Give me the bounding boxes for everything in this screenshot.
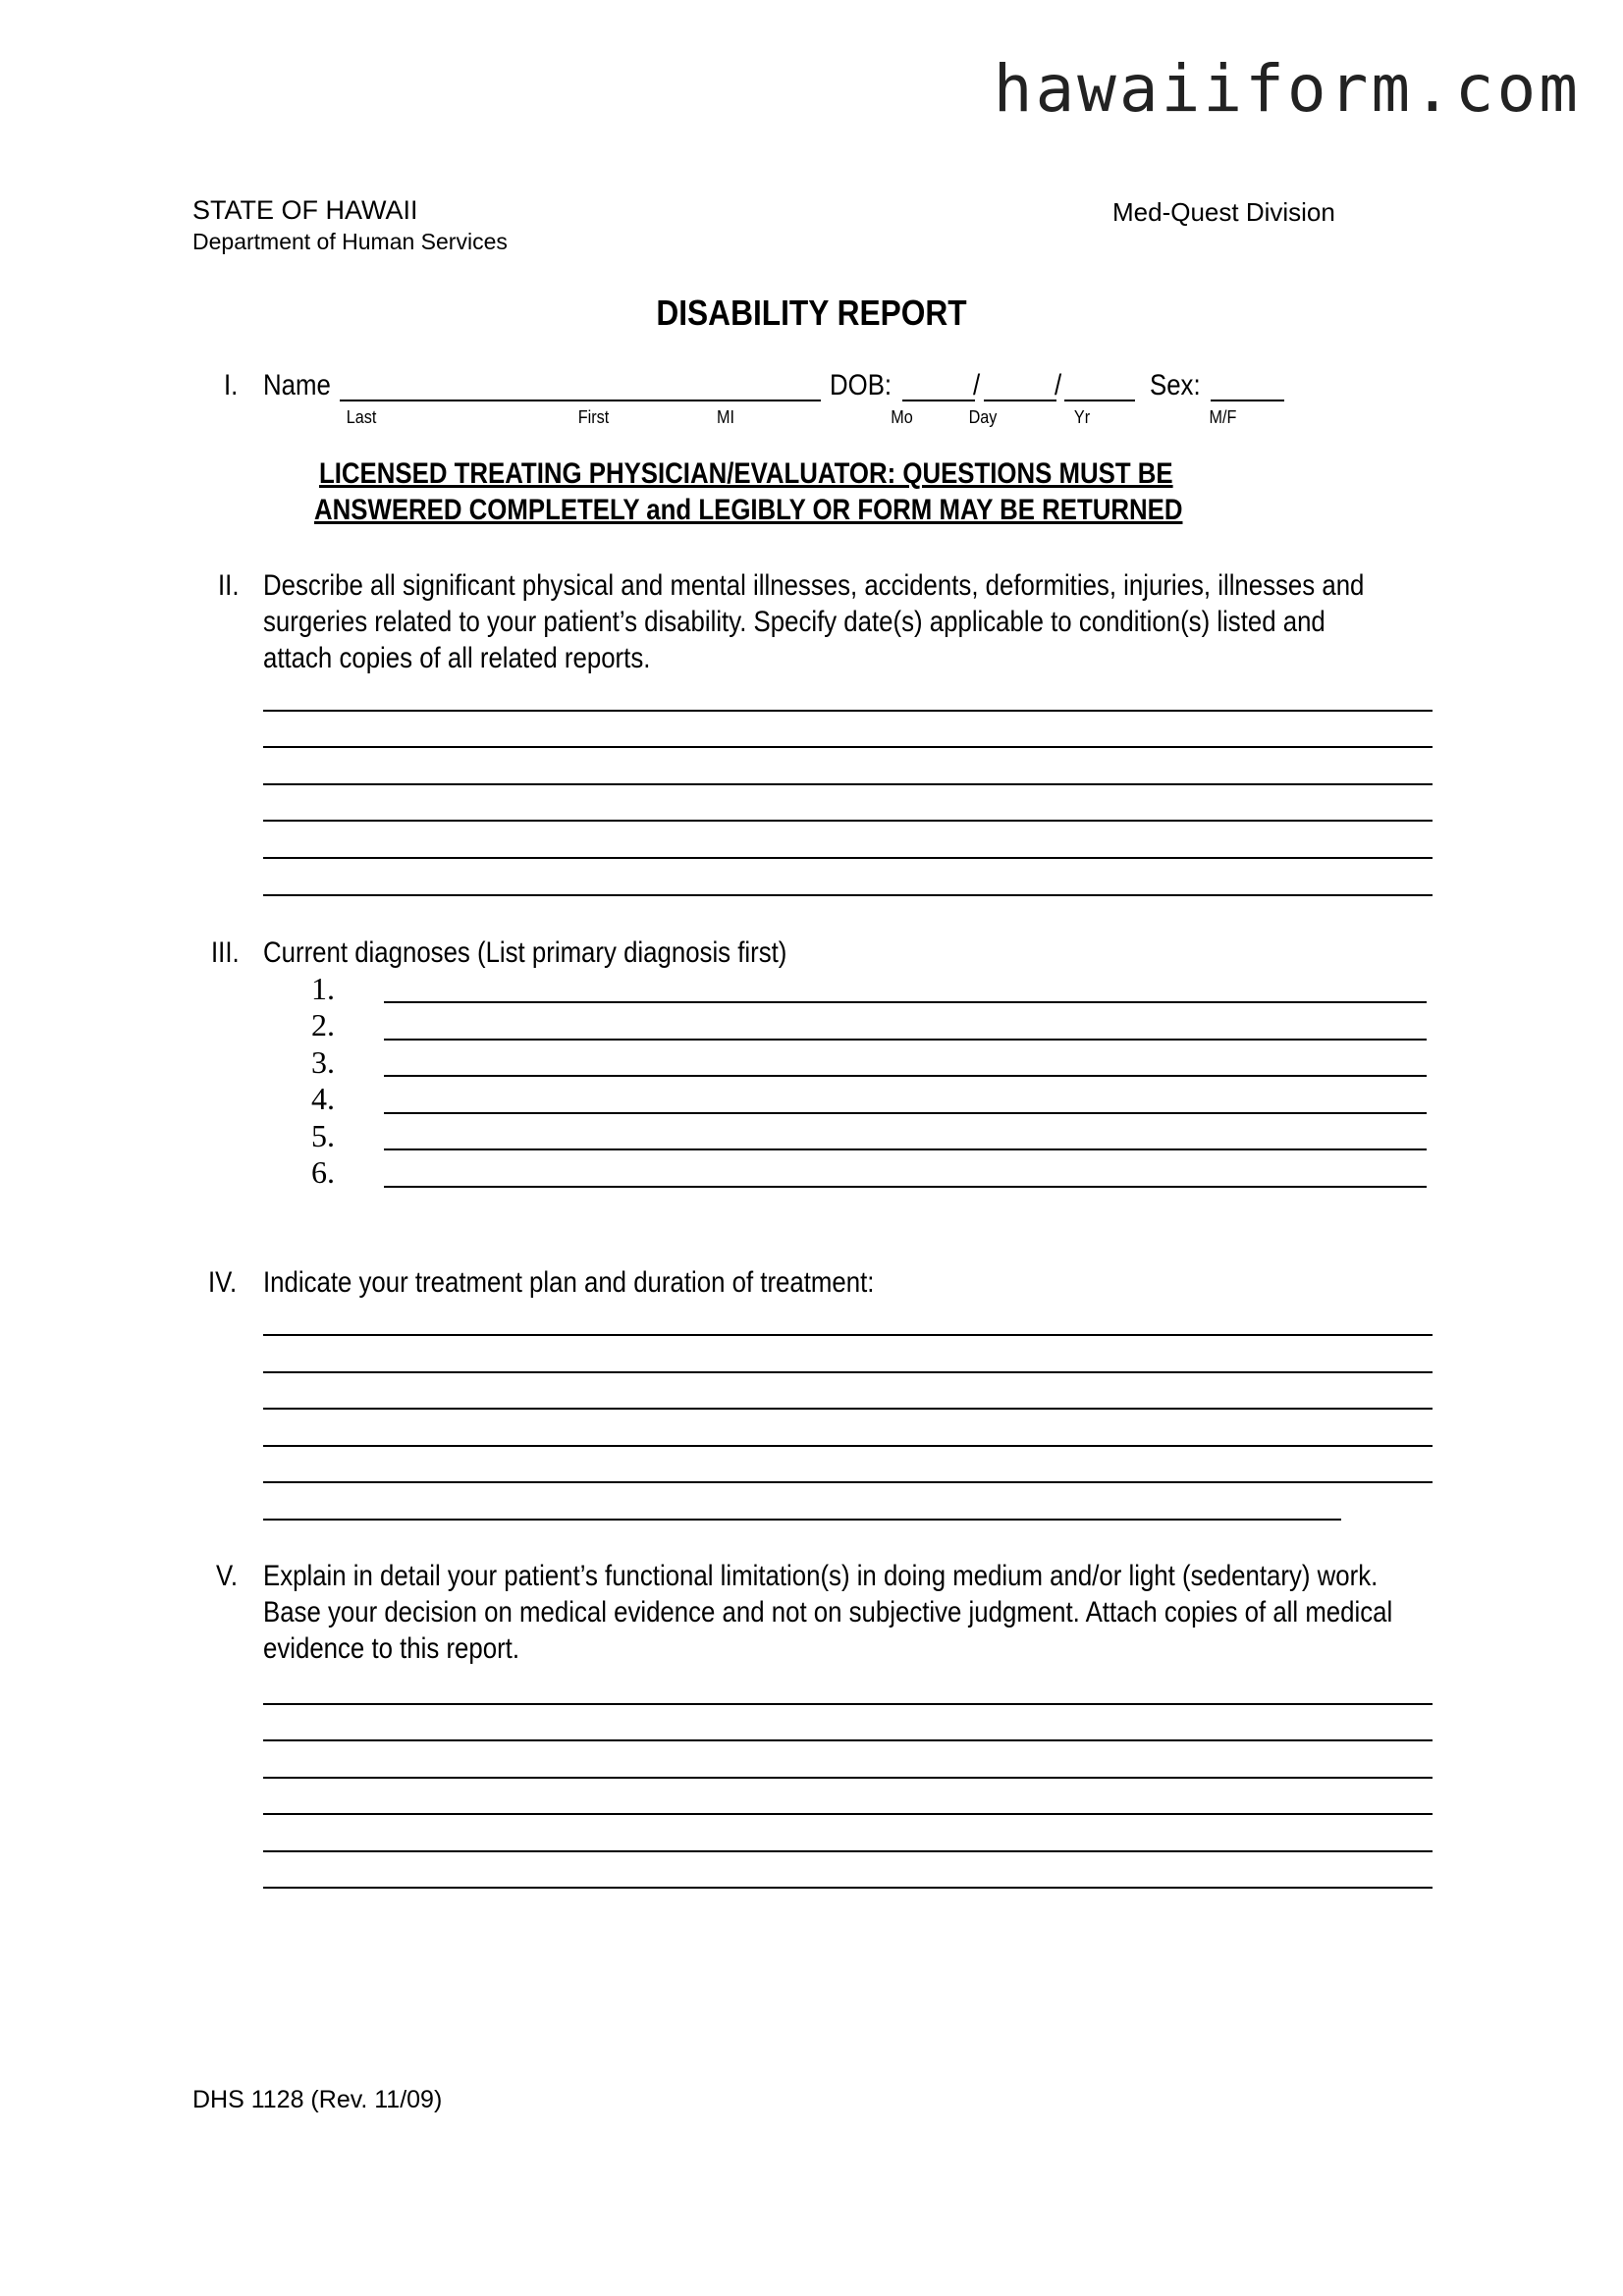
section-5-answer-line[interactable] — [263, 1813, 1433, 1815]
section-5-text-3: evidence to this report. — [263, 1632, 520, 1665]
department-name: Department of Human Services — [192, 229, 508, 254]
name-field[interactable] — [340, 400, 821, 401]
sublabel-mf: M/F — [1209, 407, 1237, 427]
section-4-answer-line[interactable] — [263, 1481, 1433, 1483]
diagnosis-field-5[interactable] — [384, 1148, 1427, 1150]
dob-label: DOB: — [830, 369, 893, 401]
diagnosis-number: 4. — [311, 1081, 335, 1116]
sublabel-mi: MI — [717, 407, 734, 427]
section-2-answer-line[interactable] — [263, 820, 1433, 822]
section-5-text-2: Base your decision on medical evidence and not on subjective judgment. Attach copies of all medical — [263, 1596, 1393, 1629]
section-5-answer-line[interactable] — [263, 1703, 1433, 1705]
section-2-text-1: Describe all significant physical and mental illnesses, accidents, deformities, injuries, illnesses and — [263, 569, 1365, 602]
section-2-answer-line[interactable] — [263, 894, 1433, 896]
diagnosis-number: 5. — [311, 1118, 335, 1153]
section-2-answer-line[interactable] — [263, 746, 1433, 748]
diagnosis-number: 6. — [311, 1154, 335, 1190]
section-2-answer-line[interactable] — [263, 857, 1433, 859]
section-2-answer-line[interactable] — [263, 783, 1433, 785]
sex-field[interactable] — [1211, 400, 1284, 401]
sublabel-mo: Mo — [891, 407, 913, 427]
section-4-number: IV. — [208, 1266, 238, 1299]
sublabel-yr: Yr — [1073, 407, 1091, 427]
diagnosis-number: 1. — [311, 971, 335, 1006]
division-name: Med-Quest Division — [1112, 197, 1335, 227]
diagnosis-field-3[interactable] — [384, 1075, 1427, 1077]
dob-slash-2: / — [1055, 369, 1062, 401]
section-4-answer-line[interactable] — [263, 1408, 1433, 1410]
section-2-text-3: attach copies of all related reports. — [263, 642, 651, 674]
watermark: hawaiiform.com — [993, 51, 1581, 127]
dob-month-field[interactable] — [902, 400, 975, 401]
section-5-answer-line[interactable] — [263, 1739, 1433, 1741]
instruction-line-2: ANSWERED COMPLETELY and LEGIBLY OR FORM MAY BE RETURNED — [314, 494, 1183, 526]
form-number: DHS 1128 (Rev. 11/09) — [192, 2086, 443, 2113]
diagnosis-field-6[interactable] — [384, 1186, 1427, 1188]
section-5-text-1: Explain in detail your patient’s functional limitation(s) in doing medium and/or light (sedentary) work. — [263, 1560, 1379, 1592]
section-4-answer-line[interactable] — [263, 1445, 1433, 1447]
sublabel-first: First — [577, 407, 610, 427]
section-4-label: Indicate your treatment plan and duration of treatment: — [263, 1266, 875, 1299]
section-1-number: I. — [224, 369, 239, 401]
diagnosis-number: 3. — [311, 1044, 335, 1080]
sublabel-last: Last — [346, 407, 377, 427]
dob-day-field[interactable] — [984, 400, 1056, 401]
instruction-line-1: LICENSED TREATING PHYSICIAN/EVALUATOR: QUESTIONS MUST BE — [319, 457, 1173, 490]
dob-year-field[interactable] — [1064, 400, 1135, 401]
section-4-answer-line[interactable] — [263, 1519, 1341, 1521]
diagnosis-field-4[interactable] — [384, 1112, 1427, 1114]
page-title: DISABILITY REPORT — [656, 293, 967, 333]
section-5-answer-line[interactable] — [263, 1850, 1433, 1852]
state-heading: STATE OF HAWAII — [192, 195, 418, 225]
section-2-answer-line[interactable] — [263, 710, 1433, 712]
diagnosis-field-1[interactable] — [384, 1001, 1427, 1003]
section-2-text-2: surgeries related to your patient’s disability. Specify date(s) applicable to condition(s) listed and — [263, 606, 1325, 638]
dob-slash-1: / — [973, 369, 981, 401]
section-4-answer-line[interactable] — [263, 1334, 1433, 1336]
section-3-label: Current diagnoses (List primary diagnosis first) — [263, 936, 787, 969]
section-4-answer-line[interactable] — [263, 1371, 1433, 1373]
sex-label: Sex: — [1150, 369, 1201, 401]
section-2-number: II. — [218, 569, 240, 602]
diagnosis-field-2[interactable] — [384, 1039, 1427, 1041]
section-5-answer-line[interactable] — [263, 1887, 1433, 1889]
section-5-number: V. — [216, 1560, 239, 1592]
sublabel-day: Day — [968, 407, 998, 427]
section-5-answer-line[interactable] — [263, 1777, 1433, 1779]
name-label: Name — [263, 369, 331, 401]
diagnosis-number: 2. — [311, 1007, 335, 1042]
section-3-number: III. — [211, 936, 240, 969]
